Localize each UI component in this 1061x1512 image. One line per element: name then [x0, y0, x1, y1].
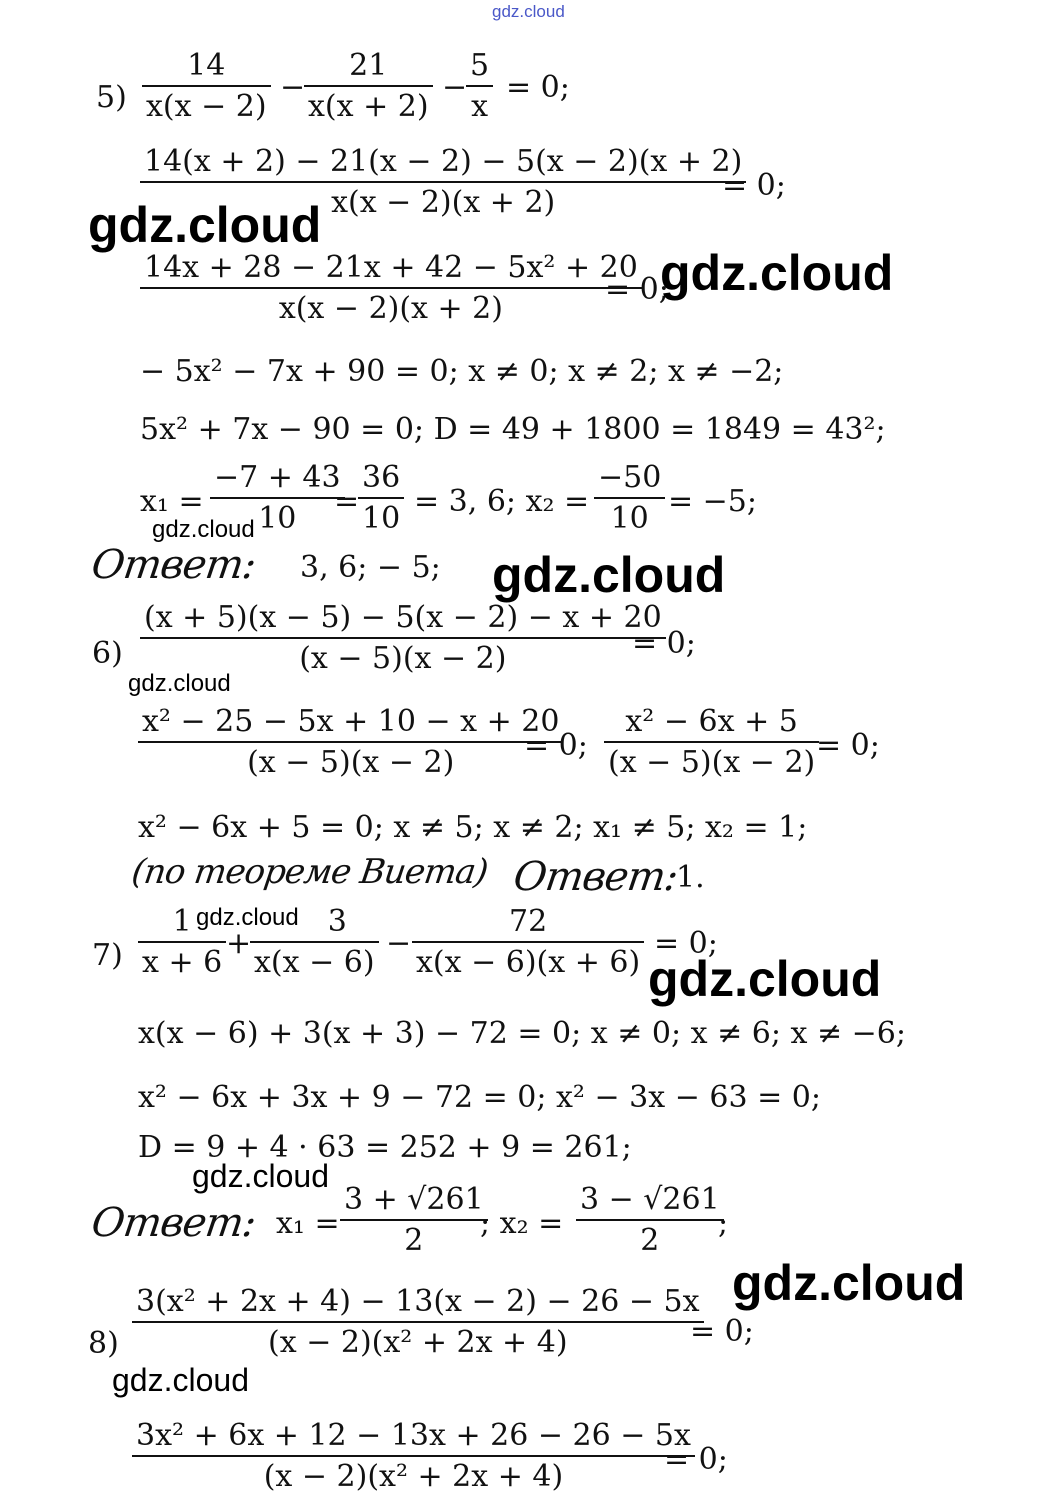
denominator: 2: [404, 1223, 424, 1258]
equals-zero: = 0;: [506, 70, 570, 105]
equals-sign: =: [334, 484, 360, 519]
p6-step1-fraction: [138, 704, 563, 780]
p7-x2-label: ; x₂ =: [480, 1206, 564, 1241]
minus-sign: −: [386, 926, 412, 961]
equals-zero: = 0;: [654, 926, 718, 961]
problem-7-label: 7): [92, 938, 123, 973]
numerator: 14x + 28 − 21x + 42 − 5x² + 20: [144, 250, 638, 285]
denominator: (x − 5)(x − 2): [608, 745, 816, 780]
numerator: (x + 5)(x − 5) − 5(x − 2) − x + 20: [144, 600, 662, 635]
p5-x1-simplified-fraction: [358, 460, 404, 536]
p7-line1: x(x − 6) + 3(x + 3) − 72 = 0; x ≠ 0; x ≠ 6; x ≠ −6;: [138, 1016, 906, 1051]
numerator: x² − 6x + 5: [625, 704, 798, 739]
p7-x2-fraction: [576, 1182, 724, 1258]
numerator: 3(x² + 2x + 4) − 13(x − 2) − 26 − 5x: [136, 1284, 700, 1319]
p5-step2-fraction: [140, 250, 642, 326]
numerator: x² − 25 − 5x + 10 − x + 20: [142, 704, 560, 739]
problem-5-label: 5): [96, 80, 127, 115]
equals-zero: = 0;: [632, 626, 696, 661]
numerator: 5: [470, 48, 490, 83]
minus-sign: −: [442, 70, 468, 105]
plus-sign: +: [226, 926, 252, 961]
denominator: x(x − 2)(x + 2): [331, 185, 556, 220]
watermark: gdz.cloud: [732, 1255, 966, 1311]
numerator: 3x² + 6x + 12 − 13x + 26 − 26 − 5x: [136, 1418, 691, 1453]
denominator: x(x − 2): [146, 89, 267, 124]
denominator: x(x − 2)(x + 2): [278, 291, 503, 326]
numerator: −50: [598, 460, 662, 495]
semicolon: ;: [718, 1206, 729, 1241]
equals-zero: = 0;: [816, 728, 880, 763]
numerator: 21: [349, 48, 388, 83]
equals-zero: = 0;: [722, 168, 786, 203]
watermark: gdz.cloud: [492, 547, 726, 603]
p8-step0-fraction: [132, 1284, 704, 1360]
watermark: gdz.cloud: [648, 951, 882, 1007]
problem-6-label: 6): [92, 636, 123, 671]
p5-x1-label: x₁ =: [140, 484, 204, 519]
p5-x2-value: = −5;: [668, 484, 758, 519]
equals-zero: = 0;: [524, 728, 588, 763]
denominator: (x − 2)(x² + 2x + 4): [268, 1325, 568, 1360]
watermark: gdz.cloud: [660, 245, 894, 301]
minus-sign: −: [280, 70, 306, 105]
numerator: 14(x + 2) − 21(x − 2) − 5(x − 2)(x + 2): [144, 144, 743, 179]
p5-answer: 3, 6; − 5;: [300, 550, 441, 585]
vieta-note-handwritten: (по теореме Виета): [129, 852, 490, 892]
equals-zero: = 0;: [605, 272, 669, 307]
p7-x1-fraction: [340, 1182, 488, 1258]
p6-answer: 1.: [676, 860, 705, 895]
denominator: (x − 5)(x − 2): [247, 745, 455, 780]
denominator: 10: [362, 501, 401, 536]
denominator: 10: [258, 501, 297, 536]
denominator: x: [471, 89, 488, 124]
numerator: −7 + 43: [214, 460, 341, 495]
p7-x1-label: x₁ =: [276, 1206, 340, 1241]
equals-zero: = 0;: [690, 1314, 754, 1349]
p5-term3-fraction: [466, 48, 493, 124]
denominator: x(x − 6)(x + 6): [416, 945, 641, 980]
p7-line3: D = 9 + 4 · 63 = 252 + 9 = 261;: [138, 1130, 632, 1165]
p5-line3: − 5x² − 7x + 90 = 0; x ≠ 0; x ≠ 2; x ≠ −2;: [140, 354, 784, 389]
numerator: 72: [508, 904, 548, 939]
answer-handwritten: Ответ:: [88, 1200, 259, 1246]
numerator: 3 + √261: [344, 1182, 484, 1217]
p7-term3-fraction: [412, 904, 644, 980]
denominator: (x − 2)(x² + 2x + 4): [263, 1459, 564, 1494]
numerator: 36: [362, 460, 401, 495]
watermark: gdz.cloud: [152, 516, 255, 543]
denominator: x(x − 6): [254, 945, 375, 980]
watermark: gdz.cloud: [128, 670, 231, 697]
denominator: x + 6: [142, 945, 223, 980]
p6-line2: x² − 6x + 5 = 0; x ≠ 5; x ≠ 2; x₁ ≠ 5; x₂ = 1;: [138, 810, 808, 845]
numerator: 3 − √261: [580, 1182, 720, 1217]
p5-line4: 5x² + 7x − 90 = 0; D = 49 + 1800 = 1849 = 43²;: [140, 412, 886, 447]
p7-line2: x² − 6x + 3x + 9 − 72 = 0; x² − 3x − 63 = 0;: [138, 1080, 821, 1115]
p6-step0-fraction: [140, 600, 666, 676]
watermark: gdz.cloud: [196, 904, 299, 931]
problem-8-label: 8): [88, 1326, 119, 1361]
answer-handwritten: Ответ:: [510, 854, 681, 900]
p5-x2-fraction: [594, 460, 665, 536]
numerator: 14: [187, 48, 226, 83]
denominator: 10: [610, 501, 649, 536]
p5-term2-fraction: [304, 48, 433, 124]
denominator: (x − 5)(x − 2): [299, 641, 507, 676]
equals-zero: = 0;: [664, 1442, 728, 1477]
p6-step2-fraction: [604, 704, 819, 780]
numerator: 1: [172, 904, 192, 939]
denominator: 2: [640, 1223, 660, 1258]
numerator: 3: [327, 904, 347, 939]
answer-handwritten: Ответ:: [88, 542, 259, 588]
watermark: gdz.cloud: [192, 1158, 329, 1194]
site-label[interactable]: gdz.cloud: [492, 2, 565, 21]
watermark: gdz.cloud: [88, 197, 322, 253]
p5-term1-fraction: [142, 48, 271, 124]
denominator: x(x + 2): [308, 89, 429, 124]
p5-x1-value: = 3, 6; x₂ =: [414, 484, 590, 519]
p8-step1-fraction: [132, 1418, 695, 1494]
watermark: gdz.cloud: [112, 1362, 249, 1398]
